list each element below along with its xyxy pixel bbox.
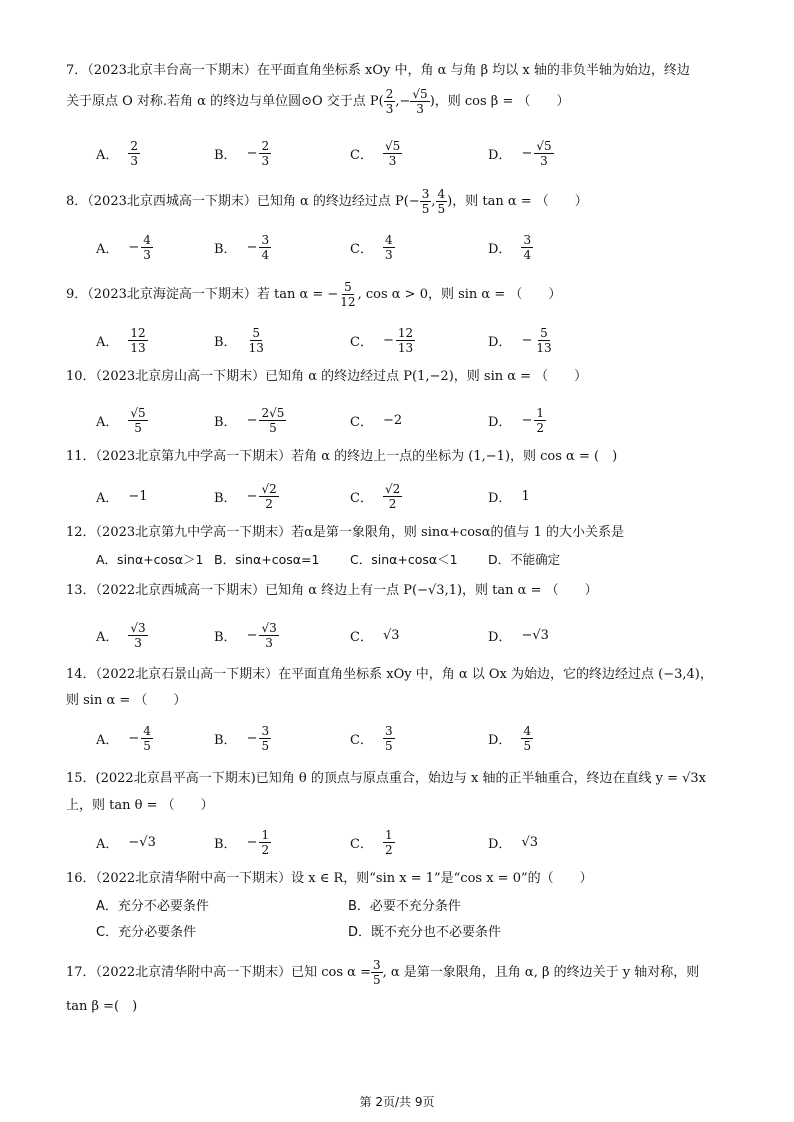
- denominator: 13: [536, 340, 552, 355]
- numerator: √3: [261, 620, 277, 635]
- option-label: A．: [96, 836, 119, 852]
- fraction: [141, 724, 153, 753]
- question-17-line1: 17．（2022北京清华附中高一下期末）已知 cos α = $\frac{3}{5}$ , α 是第一象限角，且角 α, β 的终边关于 y 轴对称，则: [66, 958, 700, 987]
- denominator: 2: [384, 842, 393, 857]
- option-d[interactable]: D．不能确定: [488, 552, 561, 567]
- question-12: 12．（2023北京第九中学高一下期末）若α是第一象限角，则 sinα+cosα的值与 1 的大小关系是: [66, 525, 625, 540]
- fraction: $\frac{3}{5}$: [372, 958, 381, 987]
- fraction: [383, 233, 395, 262]
- numerator: 4: [523, 723, 532, 738]
- fraction: [259, 828, 271, 857]
- fraction: [128, 139, 140, 168]
- option-d[interactable]: [488, 320, 554, 360]
- question-15-line2: 上，则 tan θ = （ ）: [66, 798, 214, 813]
- option-label: B．: [214, 147, 237, 163]
- option-d[interactable]: [488, 400, 546, 440]
- fraction: [259, 724, 271, 753]
- option-label: D．: [488, 241, 512, 257]
- option-a[interactable]: [96, 822, 156, 862]
- option-label: D．: [488, 414, 512, 430]
- option-label: A．: [96, 629, 119, 645]
- option-label: A．: [96, 241, 119, 257]
- option-a[interactable]: A．sinα+cosα＞1: [96, 552, 204, 567]
- options-q11: [96, 476, 716, 516]
- question-14-line1: 14．（2022北京石景山高一下期末）在平面直角坐标系 xOy 中，角 α 以 Ox 为始边，它的终边经过点 (−3,4)，: [66, 667, 713, 682]
- option-a[interactable]: [96, 476, 148, 516]
- option-label: A．: [96, 490, 119, 506]
- fraction: [383, 482, 402, 511]
- minus-sign: −: [246, 412, 258, 428]
- option-a[interactable]: [96, 718, 153, 758]
- option-value: −2: [382, 412, 403, 428]
- denominator: 13: [130, 340, 146, 355]
- option-label: D．: [488, 147, 512, 163]
- fraction: [383, 828, 395, 857]
- minus-sign: −: [246, 239, 258, 255]
- fraction: $\frac{3}{5}$: [421, 187, 430, 216]
- option-b[interactable]: [214, 400, 286, 440]
- option-label: D．: [488, 490, 512, 506]
- denominator: 3: [143, 247, 151, 262]
- option-label: A．: [96, 414, 119, 430]
- fraction: [521, 724, 533, 753]
- option-label: B．: [214, 334, 237, 350]
- option-d[interactable]: [488, 133, 554, 173]
- fraction: [534, 139, 553, 168]
- option-c[interactable]: [350, 476, 402, 516]
- fraction: [141, 233, 153, 262]
- option-a[interactable]: A．充分不必要条件: [96, 899, 209, 914]
- denominator: 13: [397, 340, 414, 355]
- fraction: $\frac{5}{12}$: [340, 280, 356, 309]
- fraction: [521, 233, 533, 262]
- option-label: C．: [350, 836, 373, 852]
- option-value: √3: [382, 627, 400, 643]
- denominator: 3: [261, 153, 270, 168]
- denominator: 5: [134, 420, 142, 435]
- option-label: A．: [96, 147, 119, 163]
- options-q16: [96, 895, 716, 945]
- numerator: √5: [384, 138, 401, 153]
- numerator: 1: [384, 827, 393, 842]
- option-b[interactable]: [214, 615, 279, 655]
- denominator: 3: [130, 153, 139, 168]
- minus-sign: −: [246, 488, 258, 504]
- fraction: [259, 406, 286, 435]
- fraction: $\frac{2}{3}$: [385, 87, 394, 116]
- option-a[interactable]: [96, 320, 148, 360]
- option-label: A．: [96, 334, 119, 350]
- option-b[interactable]: [214, 227, 271, 267]
- denominator: 5: [143, 738, 151, 753]
- denominator: 3: [388, 153, 397, 168]
- question-15-line1: 15．(2022北京昌平高一下期末)已知角 θ 的顶点与原点重合，始边与 x 轴的正半轴重合，终边在直线 y = √3x: [66, 771, 706, 786]
- option-value: −1: [128, 488, 148, 504]
- option-c[interactable]: C．sinα+cosα＜1: [350, 552, 458, 567]
- minus-sign: −: [521, 412, 533, 428]
- numerator: 2: [261, 138, 270, 153]
- numerator: 4: [143, 232, 151, 247]
- question-11: 11．（2023北京第九中学高一下期末）若角 α 的终边上一点的坐标为 (1,−1)，则 cos α = ( ): [66, 449, 618, 464]
- minus-sign: −: [382, 332, 394, 348]
- option-b[interactable]: [214, 320, 266, 360]
- question-13: 13．（2022北京西城高一下期末）已知角 α 终边上有一点 P(−√3,1)，则 tan α = （ ）: [66, 583, 598, 598]
- option-a[interactable]: [96, 615, 148, 655]
- fraction: [247, 326, 266, 355]
- option-c[interactable]: [350, 400, 402, 440]
- option-value: −√3: [521, 627, 549, 643]
- numerator: √5: [130, 405, 146, 420]
- option-b[interactable]: [214, 133, 271, 173]
- option-d[interactable]: [488, 822, 538, 862]
- numerator: 3: [523, 232, 532, 247]
- denominator: 2: [388, 496, 397, 511]
- option-label: C．: [350, 147, 373, 163]
- fraction: [259, 233, 271, 262]
- option-label: B．: [214, 241, 237, 257]
- option-label: D．: [488, 836, 512, 852]
- fraction: [259, 621, 278, 650]
- option-label: C．: [350, 629, 373, 645]
- numerator: 4: [384, 232, 393, 247]
- denominator: 3: [540, 153, 548, 168]
- minus-sign: −: [246, 834, 258, 850]
- options-q10: [96, 400, 716, 440]
- question-14-line2: 则 sin α = （ ）: [66, 693, 187, 708]
- fraction: $\frac{4}{5}$: [437, 187, 446, 216]
- option-value: −√3: [128, 834, 156, 850]
- question-10: 10．（2023北京房山高一下期末）已知角 α 的终边经过点 P(1,−2)，则 sin α = （ ）: [66, 369, 588, 384]
- option-b[interactable]: [214, 476, 279, 516]
- denominator: 5: [261, 738, 270, 753]
- option-d[interactable]: [488, 615, 549, 655]
- numerator: 3: [261, 723, 270, 738]
- option-label: B．: [214, 836, 237, 852]
- numerator: 12: [397, 325, 414, 340]
- option-c[interactable]: [350, 718, 395, 758]
- denominator: 2: [265, 496, 273, 511]
- numerator: 1: [536, 405, 544, 420]
- options-q12: [96, 550, 716, 572]
- option-b[interactable]: B．sinα+cosα=1: [214, 552, 320, 567]
- fraction: [128, 621, 147, 650]
- question-9: 9．（2023北京海淀高一下期末）若 tan α = − $\frac{5}{12}$ , cos α > 0，则 sin α = （ ）: [66, 280, 562, 309]
- numerator: 12: [130, 325, 146, 340]
- page-number: 第 2页/共 9页: [359, 1095, 435, 1109]
- numerator: 2√5: [261, 405, 285, 420]
- option-a[interactable]: [96, 227, 153, 267]
- denominator: 5: [269, 420, 277, 435]
- option-c[interactable]: C．充分必要条件: [96, 925, 197, 940]
- numerator: 3: [384, 723, 393, 738]
- option-c[interactable]: [350, 615, 400, 655]
- option-label: D．: [488, 732, 512, 748]
- question-16: 16．（2022北京清华附中高一下期末）设 x ∈ R，则“sin x = 1”是“cos x = 0”的（ ）: [66, 871, 593, 886]
- fraction: [534, 326, 553, 355]
- minus-sign: −: [128, 730, 140, 746]
- minus-sign: −: [521, 145, 533, 161]
- minus-sign: −: [246, 627, 258, 643]
- option-value: √3: [521, 834, 538, 850]
- minus-sign: −: [246, 145, 258, 161]
- numerator: 4: [143, 723, 151, 738]
- option-label: A．: [96, 732, 119, 748]
- option-a[interactable]: [96, 400, 148, 440]
- fraction: [396, 326, 415, 355]
- numerator: 5: [252, 325, 261, 340]
- denominator: 3: [134, 635, 142, 650]
- options-q9: [96, 320, 716, 360]
- option-label: B．: [214, 490, 237, 506]
- option-c[interactable]: [350, 133, 402, 173]
- numerator: √2: [261, 481, 277, 496]
- option-d[interactable]: [488, 476, 530, 516]
- option-label: D．: [488, 334, 512, 350]
- option-label: C．: [350, 241, 373, 257]
- fraction: [383, 724, 395, 753]
- fraction: [128, 406, 147, 435]
- option-value: 1: [521, 488, 530, 504]
- question-17-line2: tan β =( ): [66, 999, 138, 1014]
- fraction: $\frac{√5}{3}$: [412, 87, 428, 116]
- numerator: 1: [261, 827, 270, 842]
- option-d[interactable]: [488, 718, 533, 758]
- option-c[interactable]: [350, 320, 415, 360]
- question-7-line1: 7．（2023北京丰台高一下期末）在平面直角坐标系 xOy 中，角 α 与角 β 均以 x 轴的非负半轴为始边，终边: [66, 63, 690, 78]
- option-label: C．: [350, 490, 373, 506]
- numerator: 3: [261, 232, 270, 247]
- option-label: B．: [214, 629, 237, 645]
- option-c[interactable]: [350, 822, 395, 862]
- denominator: 4: [261, 247, 270, 262]
- option-label: B．: [214, 414, 237, 430]
- option-label: C．: [350, 414, 373, 430]
- fraction: [128, 326, 147, 355]
- fraction: [259, 139, 271, 168]
- option-b[interactable]: [214, 822, 271, 862]
- fraction: [383, 139, 402, 168]
- denominator: 3: [265, 635, 273, 650]
- option-label: D．: [488, 629, 512, 645]
- option-c[interactable]: [350, 227, 395, 267]
- option-b[interactable]: [214, 718, 271, 758]
- options-q7: [96, 133, 716, 173]
- option-b[interactable]: B．必要不充分条件: [348, 899, 461, 914]
- options-q15: [96, 822, 716, 862]
- numerator: √2: [384, 481, 401, 496]
- denominator: 3: [384, 247, 393, 262]
- numerator: 5: [540, 325, 548, 340]
- option-a[interactable]: [96, 133, 140, 173]
- option-label: C．: [350, 334, 373, 350]
- denominator: 2: [536, 420, 544, 435]
- numerator: 2: [130, 138, 139, 153]
- minus-sign: −: [128, 239, 140, 255]
- option-label: B．: [214, 732, 237, 748]
- denominator: 5: [523, 738, 532, 753]
- denominator: 4: [523, 247, 532, 262]
- question-8: 8．（2023北京西城高一下期末）已知角 α 的终边经过点 P(− $\frac{3}{5}$ , $\frac{4}{5}$ )，则 tan α = （ ）: [66, 187, 588, 216]
- minus-sign: −: [246, 730, 258, 746]
- numerator: √3: [130, 620, 146, 635]
- question-7-line2: 关于原点 O 对称.若角 α 的终边与单位圆⊙O 交于点 P( $\frac{2}{3}$ ,− $\frac{√5}{3}$ )，则 cos β = （ ）: [66, 87, 570, 116]
- denominator: 5: [384, 738, 393, 753]
- denominator: 2: [261, 842, 270, 857]
- option-d[interactable]: D．既不充分也不必要条件: [348, 925, 502, 940]
- denominator: 13: [248, 340, 264, 355]
- minus-sign: −: [521, 332, 533, 348]
- options-q14: [96, 718, 716, 758]
- fraction: [259, 482, 278, 511]
- options-q8: [96, 227, 716, 267]
- numerator: √5: [536, 138, 552, 153]
- option-label: C．: [350, 732, 373, 748]
- options-q13: [96, 615, 716, 655]
- fraction: [534, 406, 546, 435]
- option-d[interactable]: [488, 227, 533, 267]
